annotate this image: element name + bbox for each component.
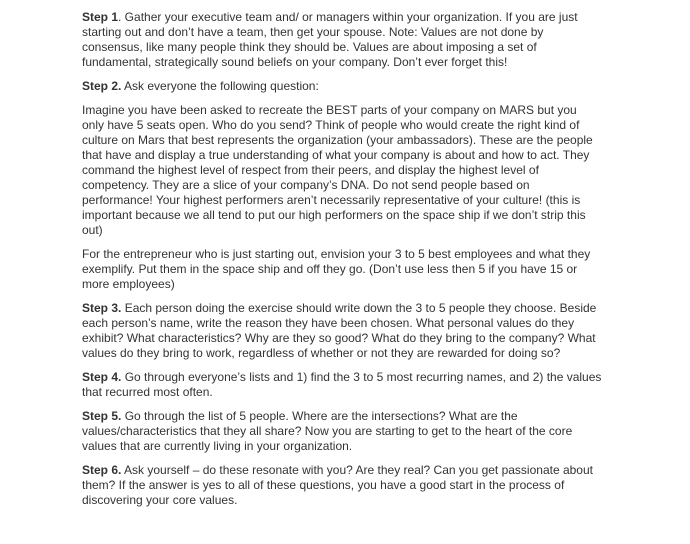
article-body	[82, 10, 602, 517]
step-1-label: Step 1	[82, 10, 119, 24]
step-3-label: Step 3.	[82, 301, 122, 315]
step-2-text: Ask everyone the following question:	[121, 79, 319, 93]
step-4-text: Go through everyone’s lists and 1) find the 3 to 5 most recurring names, and 2) the values that recurred most often.	[82, 370, 602, 399]
step-6-paragraph	[82, 463, 602, 508]
entrepreneur-note-paragraph: For the entrepreneur who is just starting out, envision your 3 to 5 best employees and what they exemplify. Put them in the space ship and off they go. (Don’t use less then 5 if you have 15 or more employees)	[82, 247, 591, 291]
step-5-label: Step 5.	[82, 409, 122, 423]
step-6-text: Ask yourself – do these resonate with you? Are they real? Can you get passionate about them? If the answer is yes to all of these questions, you have a good start in the process of discovering your core values.	[82, 463, 593, 507]
step-5-paragraph	[82, 409, 602, 454]
step-5-text: Go through the list of 5 people. Where are the intersections? What are the values/characteristics that they all share? Now you are starting to get to the heart of the core values that are currently living in your organization.	[82, 409, 573, 453]
step-6-label: Step 6.	[82, 463, 122, 477]
step-3-paragraph	[82, 301, 602, 361]
step-3-text: Each person doing the exercise should write down the 3 to 5 people they choose. Beside each person’s name, write the reason they have been chosen. What personal values do they exhibit? What characteristics? Why are they so good? What do they bring to the company? What values do they bring to work, regardless of whether or not they are rewarded for doing so?	[82, 301, 597, 360]
step-4-paragraph	[82, 370, 602, 400]
step-1-paragraph	[82, 10, 602, 70]
step-2-paragraph	[82, 79, 602, 94]
step-4-label: Step 4.	[82, 370, 122, 384]
step-2-label: Step 2.	[82, 79, 122, 93]
step-1-text: . Gather your executive team and/ or managers within your organization. If you are just starting out and don’t have a team, then get your spouse. Note: Values are not done by consensus, like many people think they should be. Values are about imposing a set of fundamental, strategically sound beliefs on your company. Don’t ever forget this!	[82, 10, 578, 69]
mars-question-paragraph: Imagine you have been asked to recreate the BEST parts of your company on MARS but you only have 5 seats open. Who do you send? Think of people who would create the right kind of culture on Mars that best represents the organization (your ambassadors). These are the people that have and display a true understanding of what your company is about and how to act. They command the highest level of respect from their peers, and display the highest level of competency. They are a slice of your company’s DNA. Do not send people based on performance! Your highest performers aren’t necessarily representative of your culture! (this is important because we all tend to put our high performers on the space ship if we don’t strip this out)	[82, 103, 593, 237]
